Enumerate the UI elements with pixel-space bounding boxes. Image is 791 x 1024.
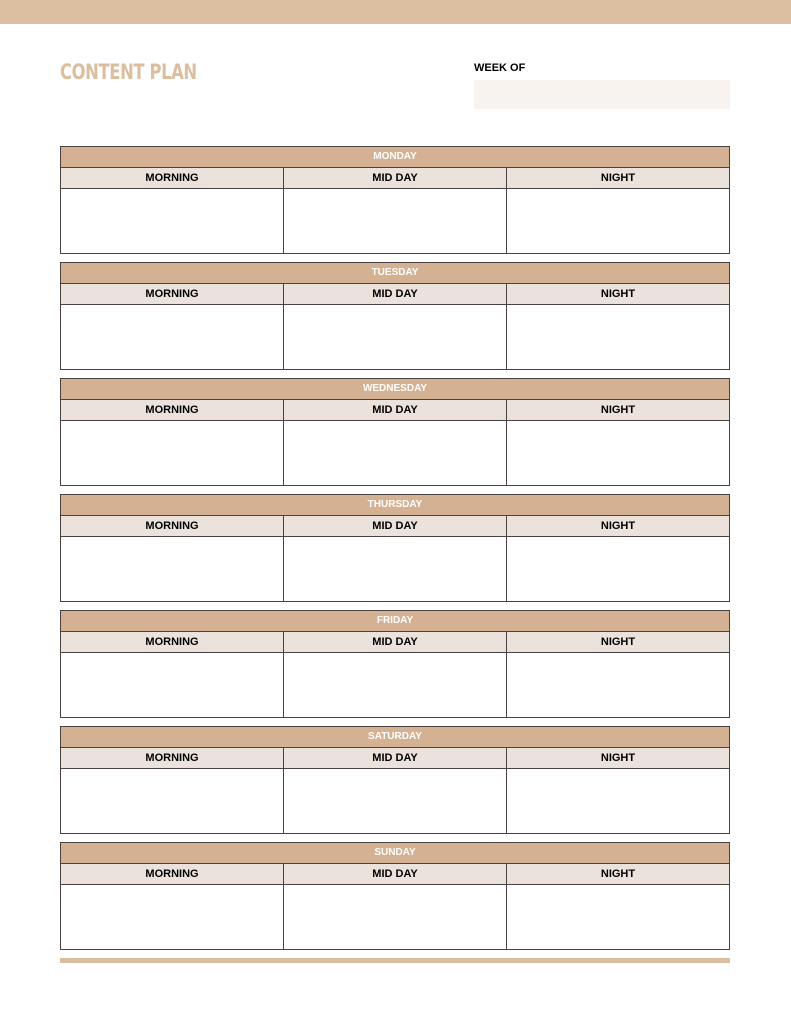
slot-header-row: [61, 632, 729, 653]
sunday-mid-day-cell[interactable]: [283, 885, 506, 950]
tuesday-night-cell[interactable]: [506, 305, 729, 370]
slot-header-mid-day: MID DAY: [283, 400, 506, 420]
slot-body-row: [61, 885, 729, 950]
monday-morning-cell[interactable]: [61, 189, 283, 254]
week-of-field[interactable]: [474, 80, 730, 109]
wednesday-night-cell[interactable]: [506, 421, 729, 486]
slot-header-morning: MORNING: [145, 288, 199, 300]
slot-header-row: [61, 400, 729, 421]
slot-header-row: [61, 516, 729, 537]
slot-header-night: NIGHT: [506, 632, 729, 652]
sunday-morning-cell[interactable]: [61, 885, 283, 950]
slot-header-night: NIGHT: [506, 516, 729, 536]
slot-header-night: NIGHT: [506, 168, 729, 188]
slot-header-morning: MORNING: [145, 752, 199, 764]
day-block-monday: [60, 146, 730, 254]
thursday-morning-cell[interactable]: [61, 537, 283, 602]
top-accent-bar: [0, 0, 791, 24]
slot-header-morning: MORNING: [145, 172, 199, 184]
slot-body-row: [61, 653, 729, 718]
monday-night-cell[interactable]: [506, 189, 729, 254]
saturday-morning-cell[interactable]: [61, 769, 283, 834]
friday-night-cell[interactable]: [506, 653, 729, 718]
slot-header-morning: MORNING: [145, 520, 199, 532]
day-header: TUESDAY: [61, 263, 729, 284]
slot-header-mid-day: MID DAY: [283, 632, 506, 652]
wednesday-morning-cell[interactable]: [61, 421, 283, 486]
week-of-label: WEEK OF: [474, 62, 526, 74]
day-block-thursday: [60, 494, 730, 602]
day-header: THURSDAY: [61, 495, 729, 516]
day-block-tuesday: [60, 262, 730, 370]
week-grid: [60, 146, 730, 958]
tuesday-morning-cell[interactable]: [61, 305, 283, 370]
thursday-mid-day-cell[interactable]: [283, 537, 506, 602]
slot-header-mid-day: MID DAY: [283, 516, 506, 536]
day-block-friday: [60, 610, 730, 718]
slot-header-row: [61, 168, 729, 189]
monday-mid-day-cell[interactable]: [283, 189, 506, 254]
bottom-accent-bar: [60, 958, 730, 963]
slot-header-row: [61, 864, 729, 885]
slot-header-row: [61, 284, 729, 305]
day-header: SATURDAY: [61, 727, 729, 748]
slot-header-night: NIGHT: [506, 748, 729, 768]
slot-body-row: [61, 305, 729, 370]
day-block-saturday: [60, 726, 730, 834]
day-header: MONDAY: [61, 147, 729, 168]
friday-mid-day-cell[interactable]: [283, 653, 506, 718]
day-block-wednesday: [60, 378, 730, 486]
saturday-mid-day-cell[interactable]: [283, 769, 506, 834]
saturday-night-cell[interactable]: [506, 769, 729, 834]
slot-body-row: [61, 189, 729, 254]
slot-header-mid-day: MID DAY: [283, 864, 506, 884]
wednesday-mid-day-cell[interactable]: [283, 421, 506, 486]
slot-body-row: [61, 421, 729, 486]
slot-header-night: NIGHT: [506, 864, 729, 884]
day-header: SUNDAY: [61, 843, 729, 864]
slot-header-night: NIGHT: [506, 284, 729, 304]
thursday-night-cell[interactable]: [506, 537, 729, 602]
slot-header-mid-day: MID DAY: [283, 168, 506, 188]
slot-header-row: [61, 748, 729, 769]
day-header: FRIDAY: [61, 611, 729, 632]
slot-header-night: NIGHT: [506, 400, 729, 420]
slot-body-row: [61, 537, 729, 602]
sunday-night-cell[interactable]: [506, 885, 729, 950]
day-header: WEDNESDAY: [61, 379, 729, 400]
slot-header-morning: MORNING: [145, 868, 199, 880]
slot-header-mid-day: MID DAY: [283, 748, 506, 768]
slot-header-morning: MORNING: [145, 636, 199, 648]
tuesday-mid-day-cell[interactable]: [283, 305, 506, 370]
friday-morning-cell[interactable]: [61, 653, 283, 718]
day-block-sunday: [60, 842, 730, 950]
page-title: CONTENT PLAN: [60, 60, 197, 84]
slot-body-row: [61, 769, 729, 834]
slot-header-morning: MORNING: [145, 404, 199, 416]
slot-header-mid-day: MID DAY: [283, 284, 506, 304]
